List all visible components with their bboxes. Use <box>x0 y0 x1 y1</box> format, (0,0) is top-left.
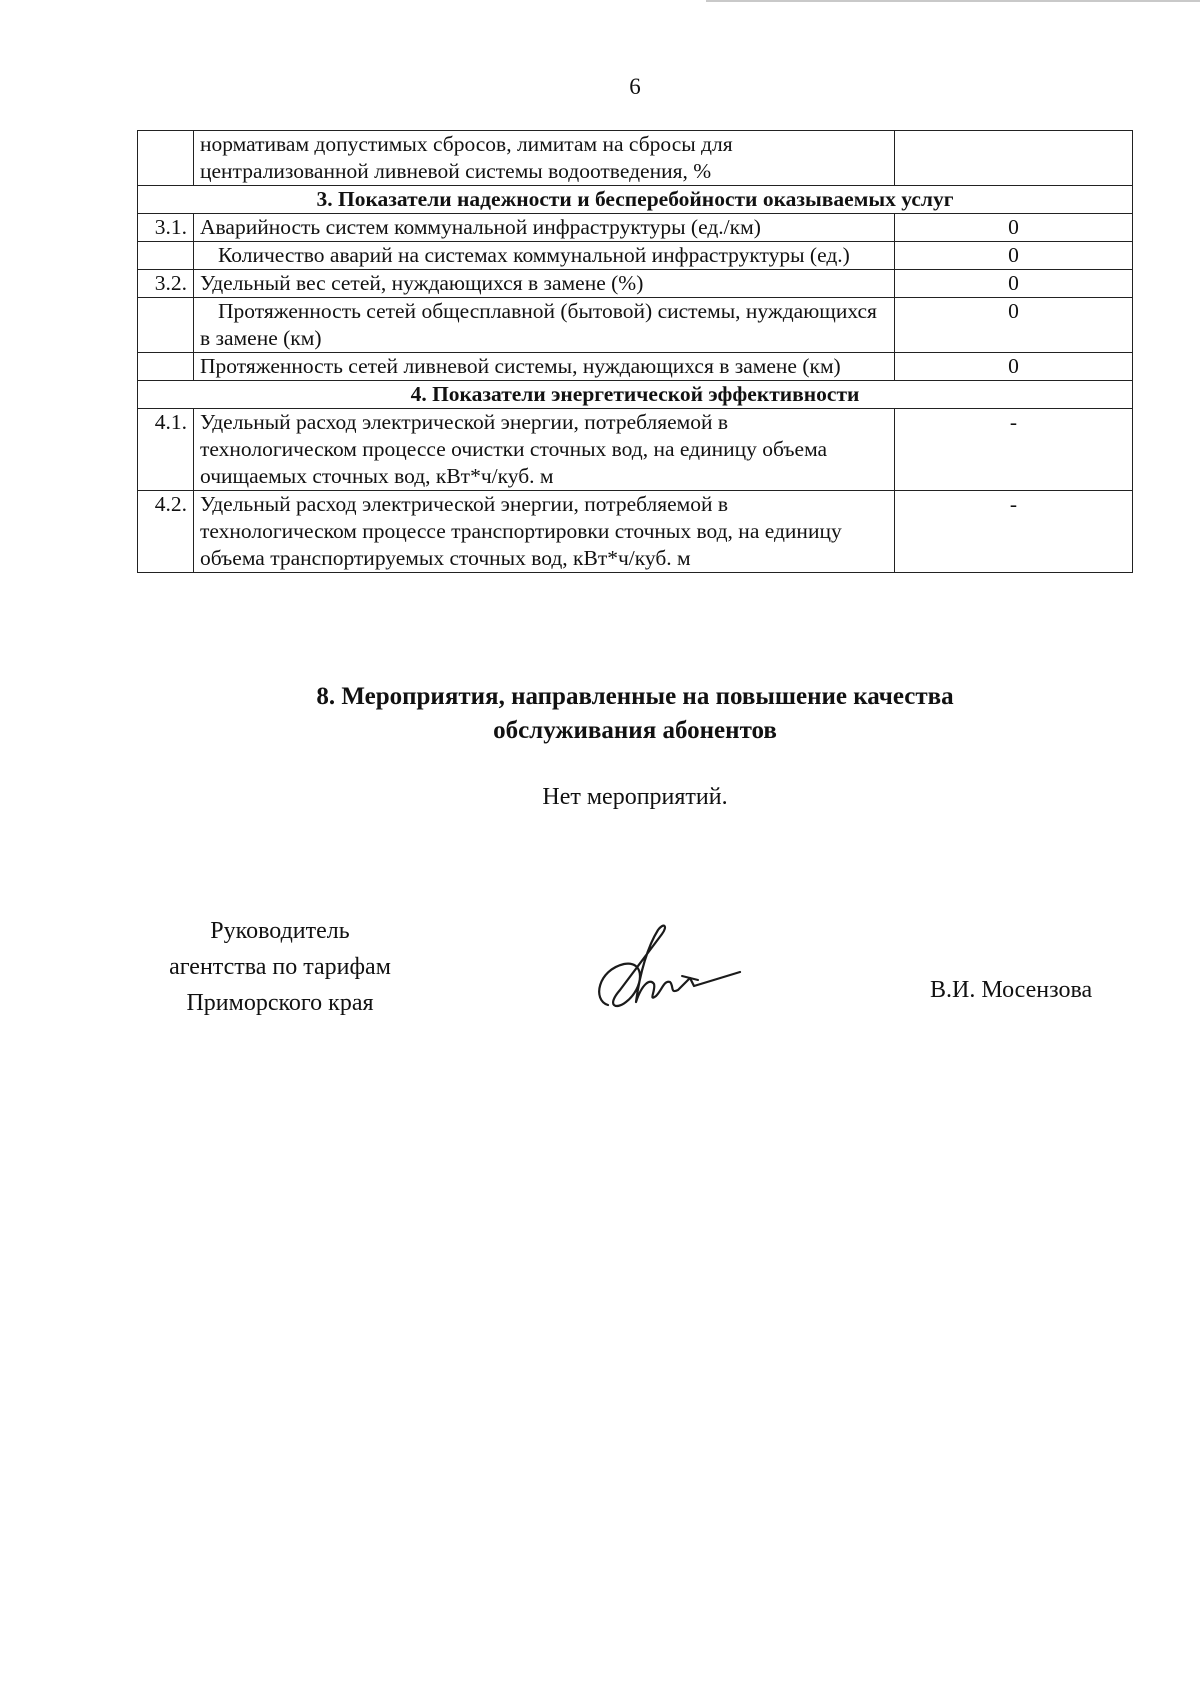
handwritten-signature <box>590 920 750 1020</box>
page-number: 6 <box>629 74 641 99</box>
row-number: 4.2. <box>138 491 194 573</box>
indicator-name: Количество аварий на системах коммунальной инфраструктуры (ед.) <box>194 242 895 270</box>
table-section-row <box>138 186 1133 214</box>
indicator-value: - <box>895 491 1133 573</box>
indicator-name: Удельный расход электрической энергии, потребляемой в технологическом процессе транспортировки сточных вод, на единицу объема транспортируемых сточных вод, кВт*ч/куб. м <box>194 491 895 573</box>
table-section-row <box>138 381 1133 409</box>
table-row <box>138 491 1133 573</box>
indicator-value: 0 <box>895 242 1133 270</box>
table-row <box>138 353 1133 381</box>
table-row <box>138 214 1133 242</box>
table-row <box>138 131 1133 186</box>
row-number <box>138 131 194 186</box>
indicator-name: нормативам допустимых сбросов, лимитам на сбросы для централизованной ливневой системы водоотведения, % <box>194 131 895 186</box>
signer-name: В.И. Мосензова <box>930 977 1093 1003</box>
indicator-name: Протяженность сетей ливневой системы, нуждающихся в замене (км) <box>194 353 895 381</box>
section-title: 3. Показатели надежности и бесперебойности оказываемых услуг <box>138 186 1133 214</box>
row-number <box>138 353 194 381</box>
table-row <box>138 298 1133 353</box>
row-number: 3.2. <box>138 270 194 298</box>
section-title: 4. Показатели энергетической эффективности <box>138 381 1133 409</box>
indicator-name: Протяженность сетей общесплавной (бытовой) системы, нуждающихся в замене (км) <box>194 298 895 353</box>
section-8-heading <box>137 680 1133 748</box>
signer-title-line-3: Приморского края <box>186 990 374 1016</box>
signer-title-line-2: агентства по тарифам <box>169 954 391 980</box>
indicator-value: 0 <box>895 353 1133 381</box>
table-row <box>138 242 1133 270</box>
signer-title-line-1: Руководитель <box>210 918 350 944</box>
scan-edge-line <box>706 0 1200 2</box>
indicator-value: 0 <box>895 298 1133 353</box>
indicator-value <box>895 131 1133 186</box>
indicators-table <box>137 130 1133 573</box>
section-8-heading-line-2: обслуживания абонентов <box>493 717 777 744</box>
row-number: 3.1. <box>138 214 194 242</box>
row-number <box>138 242 194 270</box>
indicator-name: Аварийность систем коммунальной инфраструктуры (ед./км) <box>194 214 895 242</box>
indicator-value: - <box>895 409 1133 491</box>
table-row <box>138 270 1133 298</box>
signer-title <box>130 913 430 1021</box>
indicator-name: Удельный расход электрической энергии, потребляемой в технологическом процессе очистки сточных вод, на единицу объема очищаемых сточных вод, кВт*ч/куб. м <box>194 409 895 491</box>
indicators-table-body <box>138 131 1133 573</box>
row-number <box>138 298 194 353</box>
indicator-value: 0 <box>895 214 1133 242</box>
section-8-heading-line-1: 8. Мероприятия, направленные на повышение качества <box>316 683 954 710</box>
section-8-text: Нет мероприятий. <box>542 784 728 810</box>
indicator-value: 0 <box>895 270 1133 298</box>
row-number: 4.1. <box>138 409 194 491</box>
table-row <box>138 409 1133 491</box>
indicator-name: Удельный вес сетей, нуждающихся в замене (%) <box>194 270 895 298</box>
